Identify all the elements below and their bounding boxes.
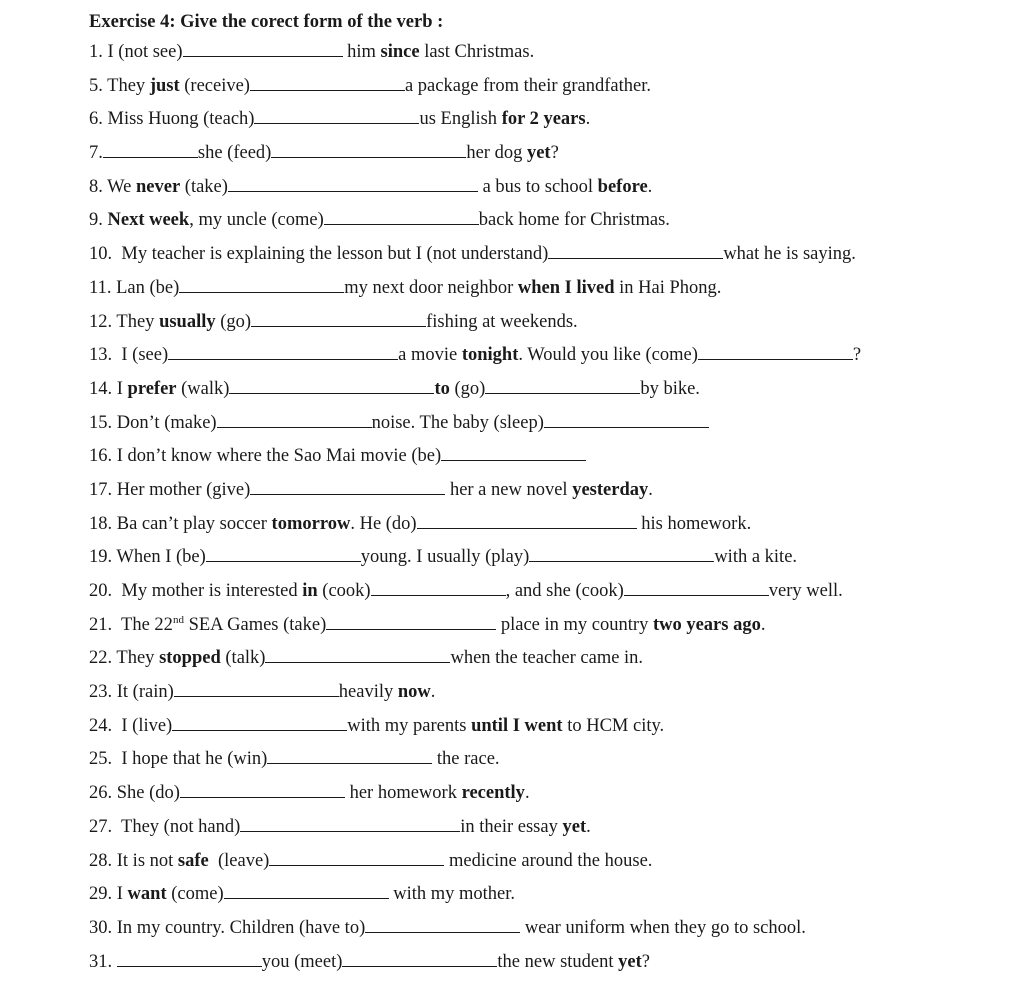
- emphasis-text: to: [434, 378, 450, 399]
- line-text: her homework: [344, 783, 462, 804]
- line-text: 30. In my country. Children (have to): [89, 917, 366, 938]
- emphasis-text: tonight: [461, 345, 519, 366]
- line-text: the new student: [497, 951, 619, 972]
- line-text: she (feed): [197, 143, 272, 164]
- line-text: (leave): [208, 850, 270, 871]
- answer-blank[interactable]: [267, 746, 432, 764]
- emphasis-text: prefer: [127, 378, 177, 399]
- exercise-line: [89, 373, 989, 407]
- emphasis-text: just: [149, 75, 180, 96]
- line-text: wear uniform when they go to school.: [520, 917, 806, 938]
- line-text: young. I usually (play): [360, 547, 530, 568]
- exercise-line: [89, 306, 989, 340]
- exercise-line: [89, 710, 989, 744]
- emphasis-text: since: [380, 42, 420, 62]
- answer-blank[interactable]: [179, 275, 344, 293]
- exercise-line: [89, 575, 989, 609]
- line-text: 28. It is not: [89, 850, 178, 871]
- line-text: 25. I hope that he (win): [89, 749, 268, 770]
- line-text: , my uncle (come): [189, 210, 324, 231]
- answer-blank[interactable]: [485, 376, 640, 394]
- line-text: ?: [641, 951, 650, 972]
- exercise-line: [89, 609, 989, 643]
- line-text: heavily: [338, 682, 398, 703]
- emphasis-text: yet: [562, 816, 587, 837]
- line-text: when the teacher came in.: [450, 648, 644, 669]
- exercise-line: [89, 508, 989, 542]
- exercise-line: [89, 70, 989, 104]
- answer-blank[interactable]: [624, 578, 769, 596]
- answer-blank[interactable]: [117, 949, 262, 967]
- line-text: by bike.: [640, 378, 700, 399]
- exercise-line: [89, 676, 989, 710]
- line-text: 16. I don’t know where the Sao Mai movie (be): [89, 446, 442, 467]
- line-text: him: [342, 42, 381, 62]
- line-text: (talk): [220, 648, 266, 669]
- exercise-line: [89, 238, 989, 272]
- line-text: (go): [215, 311, 252, 332]
- line-text: 14. I: [89, 378, 128, 399]
- line-text: (come): [166, 884, 224, 905]
- exercise-line: [89, 777, 989, 811]
- answer-blank[interactable]: [441, 443, 586, 461]
- answer-blank[interactable]: [548, 241, 723, 259]
- answer-blank[interactable]: [250, 73, 405, 91]
- line-text: in Hai Phong.: [614, 277, 722, 298]
- line-text: to HCM city.: [562, 715, 665, 736]
- line-text: with my parents: [347, 715, 472, 736]
- emphasis-text: stopped: [159, 648, 221, 669]
- line-text: a bus to school: [477, 176, 598, 197]
- line-text: .: [647, 176, 653, 197]
- line-text: 21. The 22: [89, 614, 173, 635]
- answer-blank[interactable]: [271, 140, 466, 158]
- emphasis-text: yet: [526, 143, 551, 164]
- line-text: .: [760, 614, 766, 635]
- answer-blank[interactable]: [250, 477, 445, 495]
- answer-blank[interactable]: [172, 713, 347, 731]
- exercise-line: [89, 339, 989, 373]
- answer-blank[interactable]: [342, 949, 497, 967]
- line-text: .: [585, 109, 591, 130]
- emphasis-text: recently: [461, 783, 525, 804]
- line-text: , and she (cook): [505, 581, 624, 601]
- line-text: ?: [852, 345, 862, 366]
- line-text: (cook): [317, 581, 371, 601]
- line-text: 5. They: [89, 75, 150, 96]
- line-text: (take): [180, 176, 228, 197]
- answer-blank[interactable]: [224, 881, 389, 899]
- line-text: 7.: [89, 143, 103, 164]
- answer-blank[interactable]: [326, 612, 496, 630]
- exercise-line: [89, 912, 989, 946]
- line-text: 27. They (not hand): [89, 816, 241, 837]
- worksheet: [89, 8, 989, 979]
- answer-blank[interactable]: [417, 511, 637, 529]
- line-text: .: [524, 783, 530, 804]
- line-text: 10. My teacher is explaining the lesson but I (not understand): [89, 244, 549, 265]
- emphasis-text: Next week: [107, 210, 190, 231]
- answer-blank[interactable]: [698, 342, 853, 360]
- answer-blank[interactable]: [269, 848, 444, 866]
- emphasis-text: until I went: [471, 715, 563, 736]
- emphasis-text: tomorrow: [271, 513, 351, 534]
- line-text: (receive): [179, 75, 250, 96]
- line-text: 31.: [89, 951, 117, 972]
- line-text: with a kite.: [714, 547, 798, 568]
- exercise-title: Exercise 4: Give the corect form of the verb :: [89, 12, 444, 32]
- exercise-line: [89, 204, 989, 238]
- answer-blank[interactable]: [229, 376, 434, 394]
- answer-blank[interactable]: [324, 207, 479, 225]
- emphasis-text: yesterday: [572, 479, 649, 500]
- emphasis-text: for 2 years: [501, 109, 586, 130]
- line-text: fishing at weekends.: [426, 311, 578, 332]
- answer-blank[interactable]: [265, 645, 450, 663]
- answer-blank[interactable]: [365, 915, 520, 933]
- emphasis-text: want: [127, 884, 167, 905]
- line-text: 15. Don’t (make): [89, 412, 217, 433]
- line-text: 29. I: [89, 884, 128, 905]
- line-text: 26. She (do): [89, 783, 180, 804]
- emphasis-text: now: [397, 682, 431, 703]
- line-text: 13. I (see): [89, 345, 169, 366]
- answer-blank[interactable]: [174, 679, 339, 697]
- line-text: 20. My mother is interested: [89, 581, 303, 601]
- answer-blank[interactable]: [228, 174, 478, 192]
- exercise-line: [89, 36, 989, 70]
- line-text: back home for Christmas.: [478, 210, 670, 231]
- line-text: his homework.: [636, 513, 752, 534]
- line-text: SEA Games (take): [183, 614, 327, 635]
- line-text: a package from their grandfather.: [404, 75, 651, 96]
- emphasis-text: in: [302, 581, 318, 601]
- line-text: 23. It (rain): [89, 682, 174, 703]
- line-text: last Christmas.: [419, 42, 535, 62]
- exercise-line: [89, 407, 989, 441]
- line-text: (go): [449, 378, 486, 399]
- exercise-line: [89, 440, 989, 474]
- line-text: (walk): [176, 378, 230, 399]
- line-text: .: [586, 816, 591, 837]
- exercise-line: [89, 541, 989, 575]
- emphasis-text: two years ago: [652, 614, 761, 635]
- line-text: the race.: [432, 749, 500, 770]
- exercise-line: [89, 103, 989, 137]
- exercise-line: [89, 137, 989, 171]
- answer-blank[interactable]: [371, 578, 506, 596]
- answer-blank[interactable]: [254, 106, 419, 124]
- exercise-line: [89, 642, 989, 676]
- line-text: very well.: [768, 581, 843, 601]
- answer-blank[interactable]: [206, 544, 361, 562]
- line-text: 18. Ba can’t play soccer: [89, 513, 272, 534]
- line-text: noise. The baby (sleep): [371, 412, 544, 433]
- line-text: what he is saying.: [723, 244, 856, 265]
- exercise-line: [89, 272, 989, 306]
- line-text: 12. They: [89, 311, 160, 332]
- answer-blank[interactable]: [529, 544, 714, 562]
- exercise-line: [89, 743, 989, 777]
- answer-blank[interactable]: [180, 780, 345, 798]
- emphasis-text: before: [597, 176, 648, 197]
- exercise-line: [89, 845, 989, 879]
- line-text: my next door neighbor: [344, 277, 518, 298]
- exercise-line: [89, 474, 989, 508]
- line-text: place in my country: [496, 614, 653, 635]
- exercise-line: [89, 171, 989, 205]
- answer-blank[interactable]: [168, 342, 398, 360]
- answer-blank[interactable]: [544, 410, 709, 428]
- exercise-items: [89, 36, 989, 979]
- superscript-text: nd: [172, 613, 184, 626]
- line-text: with my mother.: [388, 884, 516, 905]
- line-text: 9.: [89, 210, 108, 231]
- line-text: you (meet): [261, 951, 343, 972]
- answer-blank[interactable]: [183, 39, 343, 57]
- line-text: a movie: [398, 345, 462, 366]
- line-text: 11. Lan (be): [89, 277, 180, 298]
- line-text: . He (do): [350, 513, 417, 534]
- line-text: 17. Her mother (give): [89, 479, 251, 500]
- exercise-line: [89, 878, 989, 912]
- emphasis-text: never: [135, 176, 181, 197]
- emphasis-text: safe: [177, 850, 209, 871]
- line-text: her a new novel: [445, 479, 573, 500]
- line-text: 6. Miss Huong (teach): [89, 109, 255, 130]
- line-text: in their essay: [460, 816, 563, 837]
- exercise-line: [89, 946, 989, 980]
- answer-blank[interactable]: [251, 309, 426, 327]
- line-text: 22. They: [89, 648, 160, 669]
- exercise-line: [89, 811, 989, 845]
- answer-blank[interactable]: [240, 814, 460, 832]
- line-text: her dog: [466, 143, 527, 164]
- line-text: 8. We: [89, 176, 136, 197]
- emphasis-text: usually: [159, 311, 216, 332]
- line-text: .: [648, 479, 653, 500]
- line-text: .: [430, 682, 436, 703]
- line-text: 1. I (not see): [89, 42, 183, 62]
- line-text: . Would you like (come): [518, 345, 698, 366]
- answer-blank[interactable]: [103, 140, 198, 158]
- line-text: us English: [419, 109, 502, 130]
- emphasis-text: when I lived: [517, 277, 615, 298]
- line-text: medicine around the house.: [444, 850, 653, 871]
- line-text: 24. I (live): [89, 715, 173, 736]
- emphasis-text: yet: [618, 951, 642, 972]
- answer-blank[interactable]: [217, 410, 372, 428]
- line-text: ?: [550, 143, 559, 164]
- line-text: 19. When I (be): [89, 547, 206, 568]
